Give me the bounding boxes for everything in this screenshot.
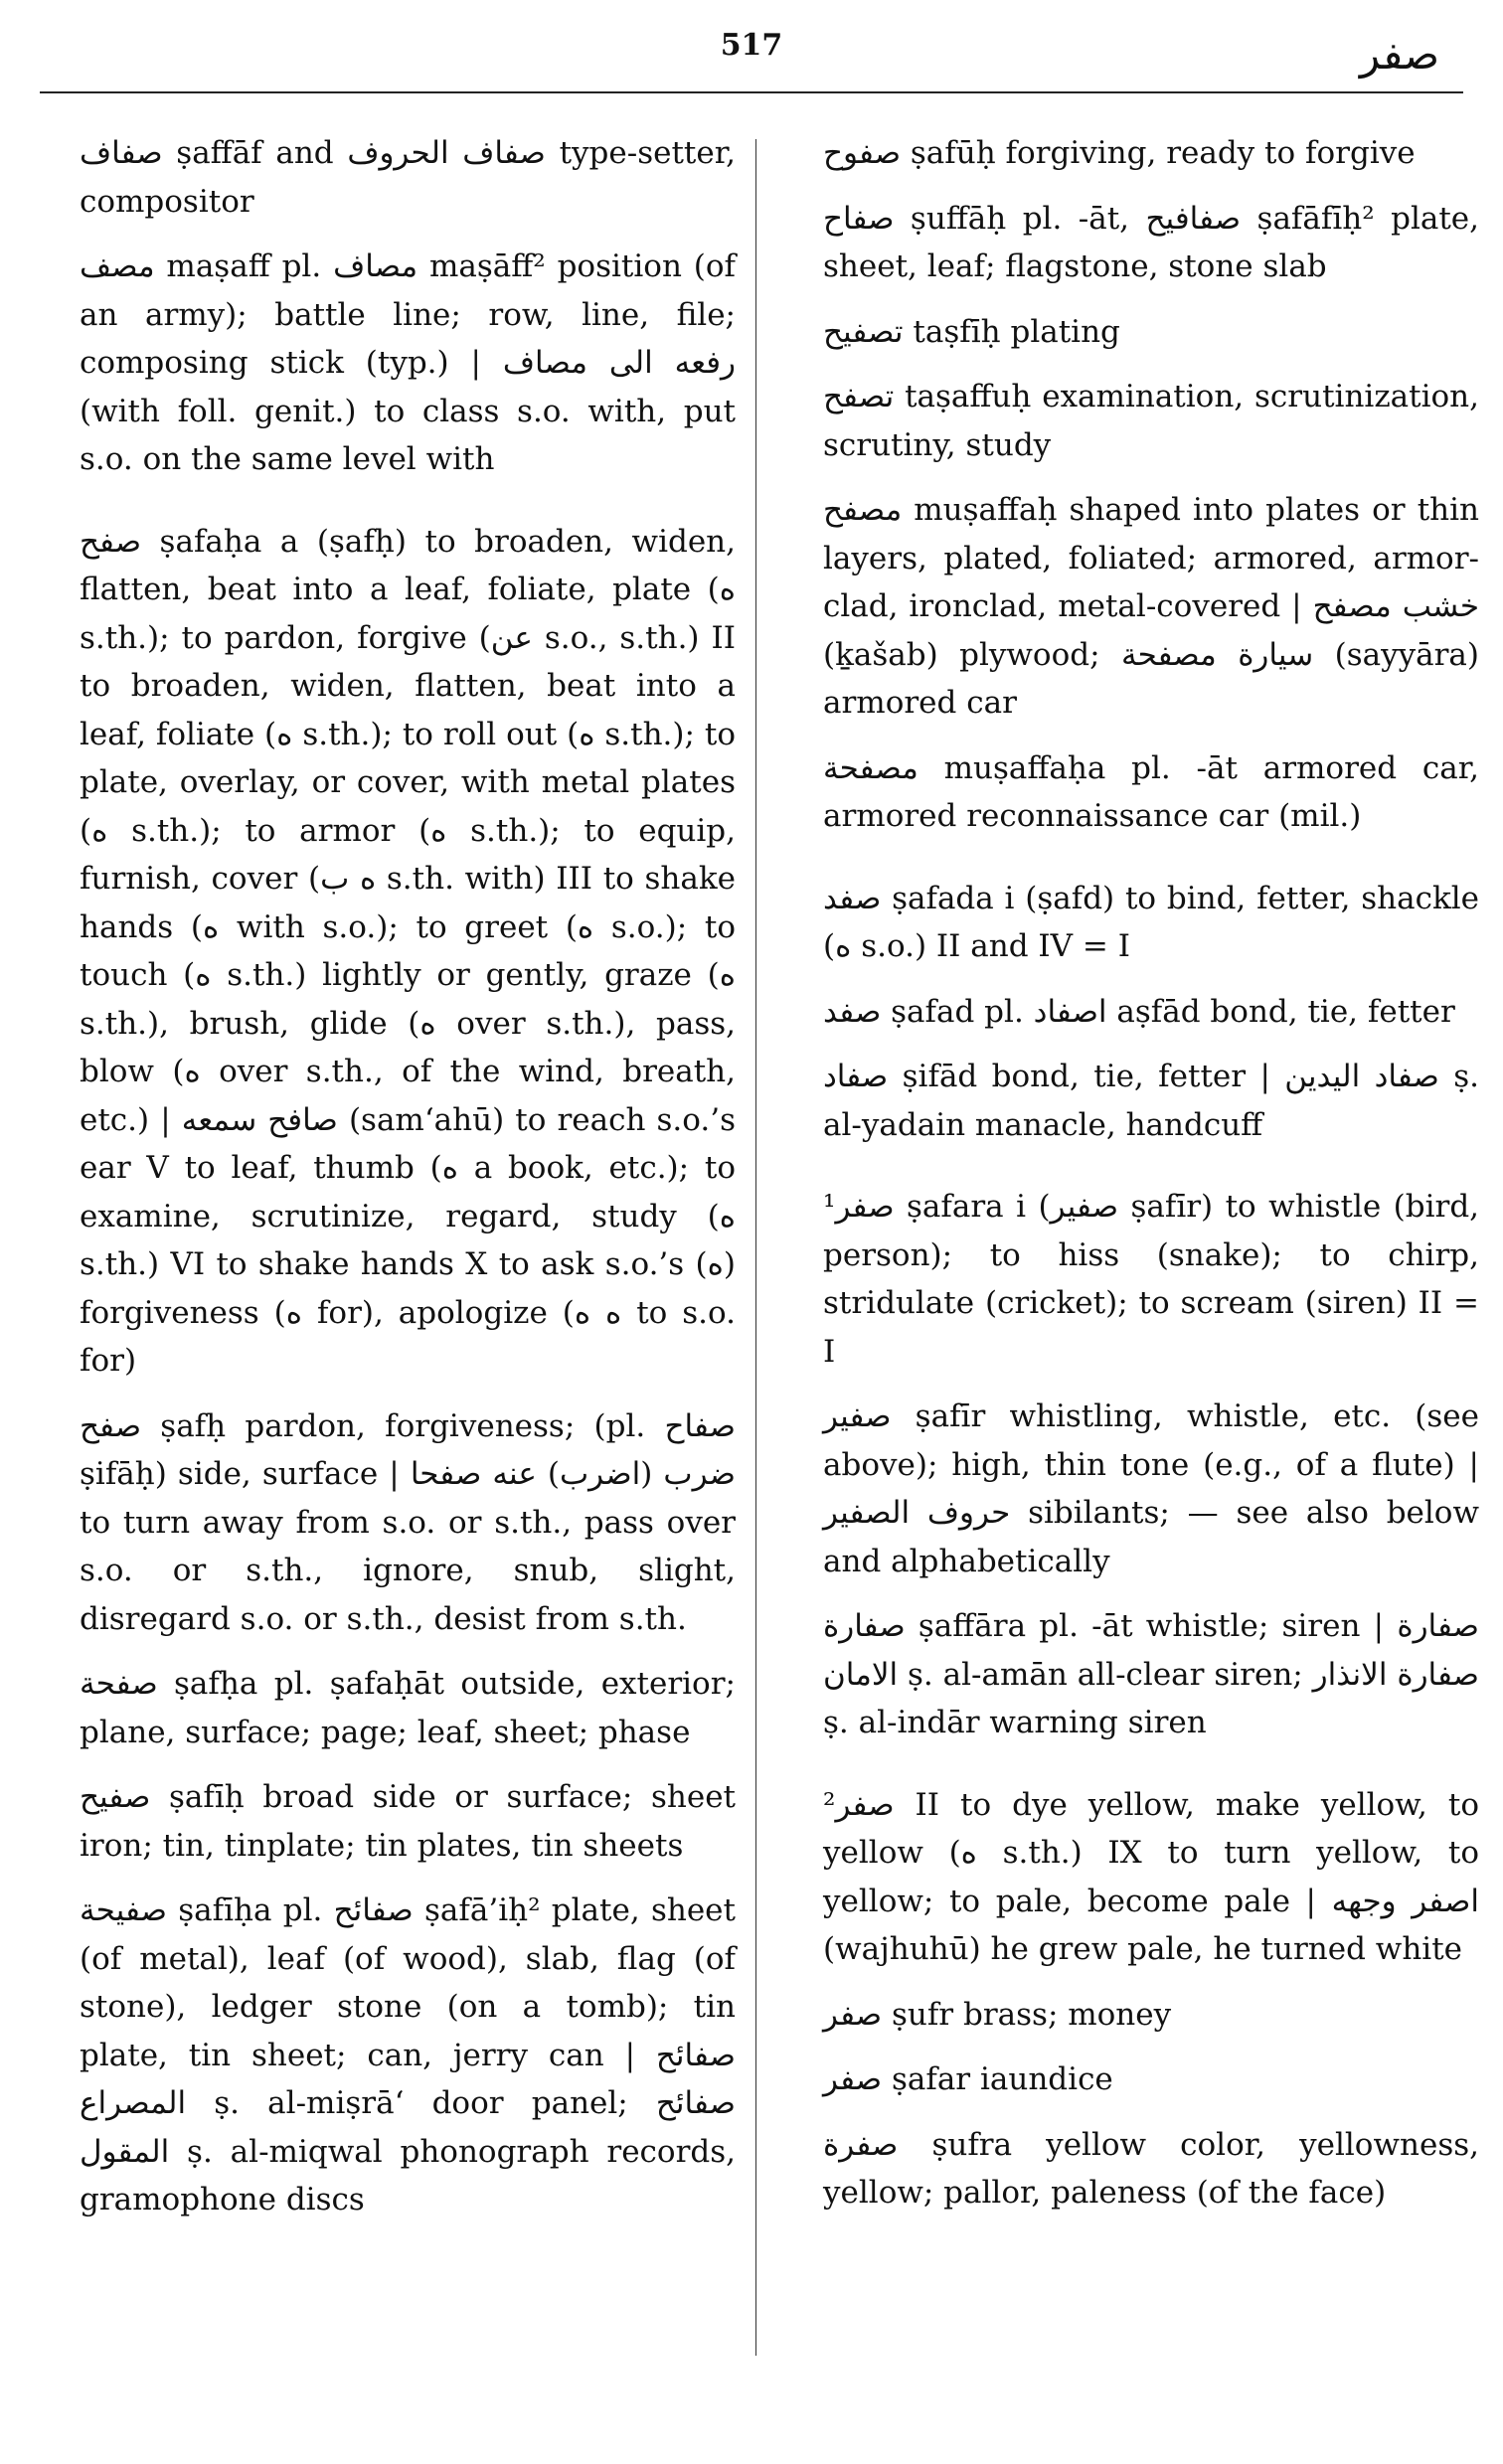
entry-text: صفر¹ ṣafara i (صفير ṣafīr) to whistle (bird, person); to hiss (snake); to chirp, stridulate (cricket); to scream (siren) II = I: [823, 1189, 1480, 1370]
dictionary-entry: [80, 243, 736, 484]
entry-text: مصفح muṣaffaḥ shaped into plates or thin layers, plated, foliated; armored, armor-clad, ironclad, metal-covered | خشب مصفح (ḵašab) plywood; سيارة مصفحة (sayyāra) armored car: [823, 492, 1479, 721]
left-column: [80, 129, 736, 2241]
header-root-word: صفر: [1359, 30, 1439, 79]
root-entry: [823, 1183, 1479, 1376]
entry-text: صفح ṣafḥ pardon, forgiveness; (pl. صفاح ṣifāḥ) side, surface | ضرب (اضرب) عنه صفحا to turn away from s.o. or s.th., pass over s.o. or s.th., ignore, snub, slight, disregard s.o. or s.th., desist from s.th.: [80, 1407, 736, 1637]
entry-text: صفد ṣafada i (ṣafd) to bind, fetter, shackle (ه s.o.) II and IV = I: [823, 880, 1479, 964]
dictionary-entry: [823, 129, 1479, 178]
entry-text: صفوح ṣafūḥ forgiving, ready to forgive: [823, 135, 1416, 171]
dictionary-entry: [80, 129, 736, 226]
entry-text: تصفيح taṣfīḥ plating: [823, 313, 1120, 350]
entry-text: صفر ṣafar iaundice: [823, 2061, 1113, 2097]
root-entry: [823, 875, 1479, 971]
dictionary-entry: [823, 486, 1479, 728]
dictionary-entry: [823, 1991, 1479, 2040]
dictionary-entry: [80, 1660, 736, 1756]
entry-text: صفحة ṣafḥa pl. ṣafaḥāt outside, exterior; plane, surface; page; leaf, sheet; phase: [80, 1666, 736, 1750]
entry-text: مصف maṣaff pl. مصاف maṣāff² position (of an army); battle line; row, line, file; composing stick (typ.) | رفعه الى مصاف (with foll. genit.) to class s.o. with, put s.o. on the same level with: [80, 248, 736, 477]
entry-text: تصفح taṣaffuḥ examination, scrutinization, scrutiny, study: [823, 379, 1479, 463]
root-entry: [823, 1781, 1479, 1974]
dictionary-entry: [823, 744, 1479, 841]
dictionary-entry: [823, 1393, 1479, 1585]
header-rule: [40, 91, 1463, 93]
dictionary-entry: [823, 1602, 1479, 1747]
entry-text: صفد ṣafad pl. اصفاد aṣfād bond, tie, fetter: [823, 993, 1455, 1030]
dictionary-entry: [823, 1053, 1479, 1149]
dictionary-entry: [823, 988, 1479, 1037]
dictionary-entry: [823, 2055, 1479, 2104]
entry-text: صفاف ṣaffāf and صفاف الحروف type-setter, compositor: [80, 135, 736, 220]
entry-text: صفر ṣufr brass; money: [823, 1996, 1172, 2033]
entry-text: صفير ṣafīr whistling, whistle, etc. (see above); high, thin tone (e.g., of a flute) | حروف الصفير sibilants; — see also below and alphabetically: [823, 1398, 1479, 1579]
entry-text: صفيح ṣafīḥ broad side or surface; sheet iron; tin, tinplate; tin plates, tin sheets: [80, 1779, 736, 1864]
dictionary-entry: [80, 1402, 736, 1644]
right-column: [823, 129, 1479, 2234]
dictionary-entry: [823, 308, 1479, 357]
dictionary-entry: [80, 1773, 736, 1870]
entry-text: صفرة ṣufra yellow color, yellowness, yellow; pallor, paleness (of the face): [823, 2126, 1479, 2211]
dictionary-entry: [80, 1887, 736, 2224]
entry-text: صفيحة ṣafīḥa pl. صفائح ṣafā’iḥ² plate, sheet (of metal), leaf (of wood), slab, flag (of stone), ledger stone (on a tomb); tin plate, tin sheet; can, jerry can | صفائح المصراع ṣ. al-miṣrā‘ door panel; صفائح المقول ṣ. al-miqwal phonograph records, gramophone discs: [80, 1892, 736, 2218]
dictionary-entry: [823, 373, 1479, 469]
entry-text: صفر² II to dye yellow, make yellow, to yellow (ه s.th.) IX to turn yellow, to yellow; to pale, become pale | اصفر وجهه (wajhuhū) he grew pale, he turned white: [823, 1786, 1479, 1967]
page-number: 517: [720, 28, 783, 63]
entry-text: صفح ṣafaḥa a (ṣafḥ) to broaden, widen, flatten, beat into a leaf, foliate, plate (ه s.th.); to pardon, forgive (عن s.o., s.th.) II to broaden, widen, flatten, beat into a leaf, foliate (ه s.th.); to roll out (ه s.th.); to plate, overlay, or cover, with metal plates (ه s.th.); to armor (ه s.th.); to equip, furnish, cover (ه ب s.th. with) III to shake hands (ه with s.o.); to greet (ه s.o.); to touch (ه s.th.) lightly or gently, graze (ه s.th.), brush, glide (ه over s.th.), pass, blow (ه over s.th., of the wind, breath, etc.) | صافح سمعه (sam‘ahū) to reach s.o.’s ear V to leaf, thumb (ه a book, etc.); to examine, scrutinize, regard, study (ه s.th.) VI to shake hands X to ask s.o.’s (ه) forgiveness (ه for), apologize (ه ه to s.o. for): [80, 523, 737, 1379]
column-divider: [755, 139, 756, 2356]
entry-text: صفارة ṣaffāra pl. -āt whistle; siren | صفارة الامان ṣ. al-amān all-clear siren; صفارة الانذار ṣ. al-indār warning siren: [823, 1608, 1479, 1740]
entry-text: صفاد ṣifād bond, tie, fetter | صفاد اليدين ṣ. al-yadain manacle, handcuff: [823, 1059, 1479, 1143]
entry-text: صفاح ṣuffāḥ pl. -āt, صفافيح ṣafāfīḥ² plate, sheet, leaf; flagstone, stone slab: [823, 200, 1479, 284]
dictionary-entry: [823, 195, 1479, 291]
root-entry: [80, 518, 736, 1386]
entry-text: مصفحة muṣaffaḥa pl. -āt armored car, armored reconnaissance car (mil.): [823, 749, 1479, 834]
dictionary-entry: [823, 2121, 1479, 2218]
